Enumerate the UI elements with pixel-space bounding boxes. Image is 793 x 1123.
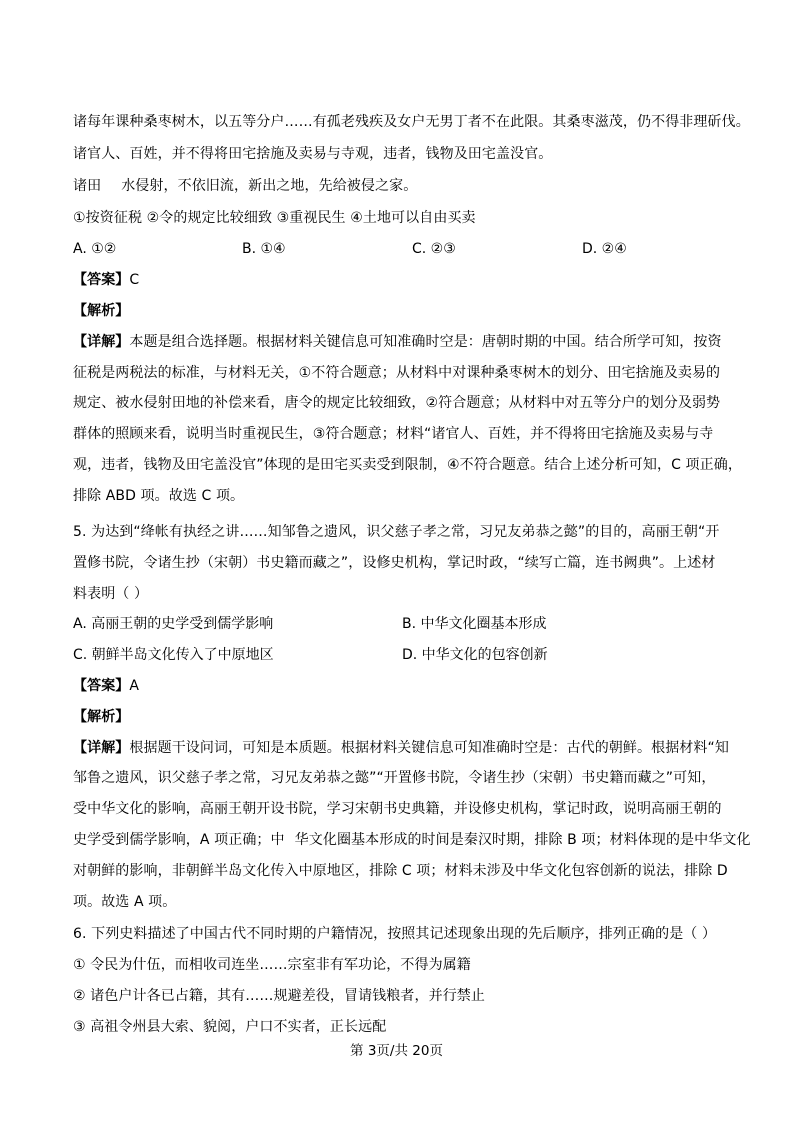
q5-option-c: C. 朝鲜半岛文化传入了中原地区 xyxy=(73,647,274,663)
detail-text-start: 史学受到儒学影响，A 项正确；中 xyxy=(73,832,285,848)
q4-option-b: B. ①④ xyxy=(242,241,286,257)
answer-tag: 【答案】 xyxy=(73,272,130,288)
q4-detail-line-5: 观，违者，钱物及田宅盖没官”体现的是田宅买卖受到限制，④不符合题意。结合上述分析可知，C 项正确， xyxy=(73,457,742,473)
detail-text: 根据题干设问词，可知是本质题。根据材料关键信息可知准确时空是：古代的朝鲜。根据材料“知 xyxy=(129,740,729,756)
q4-detail-line-6: 排除 ABD 项。故选 C 项。 xyxy=(73,488,245,504)
q4-option-d: D. ②④ xyxy=(582,241,627,257)
q4-answer xyxy=(73,270,139,290)
q4-detail-line-4: 群体的照顾来看，说明当时重视民生，③符合题意；材料“诸官人、百姓，并不得将田宅捨施及卖易与寺 xyxy=(73,426,714,442)
material-line-2: 诸官人、百姓，并不得将田宅捨施及卖易与寺观，违者，钱物及田宅盖没官。 xyxy=(73,146,553,162)
answer-value: A xyxy=(129,678,140,694)
q6-stem: 6. 下列史料描述了中国古代不同时期的户籍情况，按照其记述现象出现的先后顺序，排列正确的是（ ） xyxy=(73,926,717,942)
detail-text-end: 华文化圈基本形成的时间是秦汉时期，排除 B 项；材料体现的是中华文化 xyxy=(294,832,751,848)
answer-tag: 【答案】 xyxy=(73,678,130,694)
q5-detail-line-4 xyxy=(73,830,751,850)
analysis-tag: 【解析】 xyxy=(73,303,130,319)
page-number-footer: 第 3页/共 20页 xyxy=(350,1043,443,1059)
material-line-1: 诸每年课种桑枣树木，以五等分户……有孤老残疾及女户无男丁者不在此限。其桑枣滋茂，仍不得非理斫伐。 xyxy=(73,114,750,130)
q6-item-2: ② 诸色户计各已占籍，其有……规避差役，冒请钱粮者，并行禁止 xyxy=(73,988,485,1004)
q5-detail-line-1 xyxy=(73,738,729,758)
q4-statements: ①按资征税 ②令的规定比较细致 ③重视民生 ④土地可以自由买卖 xyxy=(73,210,476,226)
analysis-tag: 【解析】 xyxy=(73,709,130,725)
material-line-3-end: 水侵射，不依旧流，新出之地，先给被侵之家。 xyxy=(121,178,418,194)
q5-stem-line-3: 料表明（ ） xyxy=(73,586,149,602)
detail-tag: 【详解】 xyxy=(73,334,130,350)
q5-detail-line-5: 对朝鲜的影响，非朝鲜半岛文化传入中原地区，排除 C 项；材料未涉及中华文化包容创新的说法，排除 D xyxy=(73,863,728,879)
q4-detail-line-2: 征税是两税法的标准，与材料无关，①不符合题意；从材料中对课种桑枣树木的划分、田宅捨施及卖易的 xyxy=(73,365,721,381)
q5-answer xyxy=(73,676,139,696)
q5-detail-line-6: 项。故选 A 项。 xyxy=(73,894,177,910)
material-line-3 xyxy=(73,176,417,196)
q5-detail-line-3: 受中华文化的影响，高丽王朝开设书院，学习宋朝书史典籍，并设修史机构，掌记时政，说明高丽王朝的 xyxy=(73,801,722,817)
material-line-3-start: 诸田 xyxy=(73,178,102,194)
q6-item-3: ③ 高祖令州县大索、貌阅，户口不实者，正长远配 xyxy=(73,1019,387,1035)
q5-option-a: A. 高丽王朝的史学受到儒学影响 xyxy=(73,616,274,632)
q5-option-d: D. 中华文化的包容创新 xyxy=(402,647,548,663)
q4-option-c: C. ②③ xyxy=(412,241,456,257)
answer-value: C xyxy=(129,272,140,288)
q5-stem-line-2: 置修书院，令诸生抄（宋朝）书史籍而藏之”，设修史机构，掌记时政，“续写亡篇，连书阙典”。上述材 xyxy=(73,555,716,571)
q5-stem-line-1: 5. 为达到“绛帐有执经之讲……知邹鲁之遗风，识父慈子孝之常，习兄友弟恭之懿”的目的，高丽王朝“开 xyxy=(73,524,720,540)
detail-text: 本题是组合选择题。根据材料关键信息可知准确时空是：唐朝时期的中国。结合所学可知，按资 xyxy=(129,334,722,350)
detail-tag: 【详解】 xyxy=(73,740,130,756)
q5-option-b: B. 中华文化圈基本形成 xyxy=(402,616,547,632)
q5-detail-line-2: 邹鲁之遗风，识父慈子孝之常，习兄友弟恭之懿”“开置修书院，令诸生抄（宋朝）书史籍而藏之”可知， xyxy=(73,770,716,786)
q4-detail-line-1 xyxy=(73,332,722,352)
q4-option-a: A. ①② xyxy=(73,241,117,257)
q4-analysis-heading xyxy=(73,301,129,321)
q4-detail-line-3: 规定、被水侵射田地的补偿来看，唐令的规定比较细致，②符合题意；从材料中对五等分户的划分及弱势 xyxy=(73,395,721,411)
q6-item-1: ① 令民为什伍，而相收司连坐……宗室非有军功论，不得为属籍 xyxy=(73,957,471,973)
q5-analysis-heading xyxy=(73,707,129,727)
